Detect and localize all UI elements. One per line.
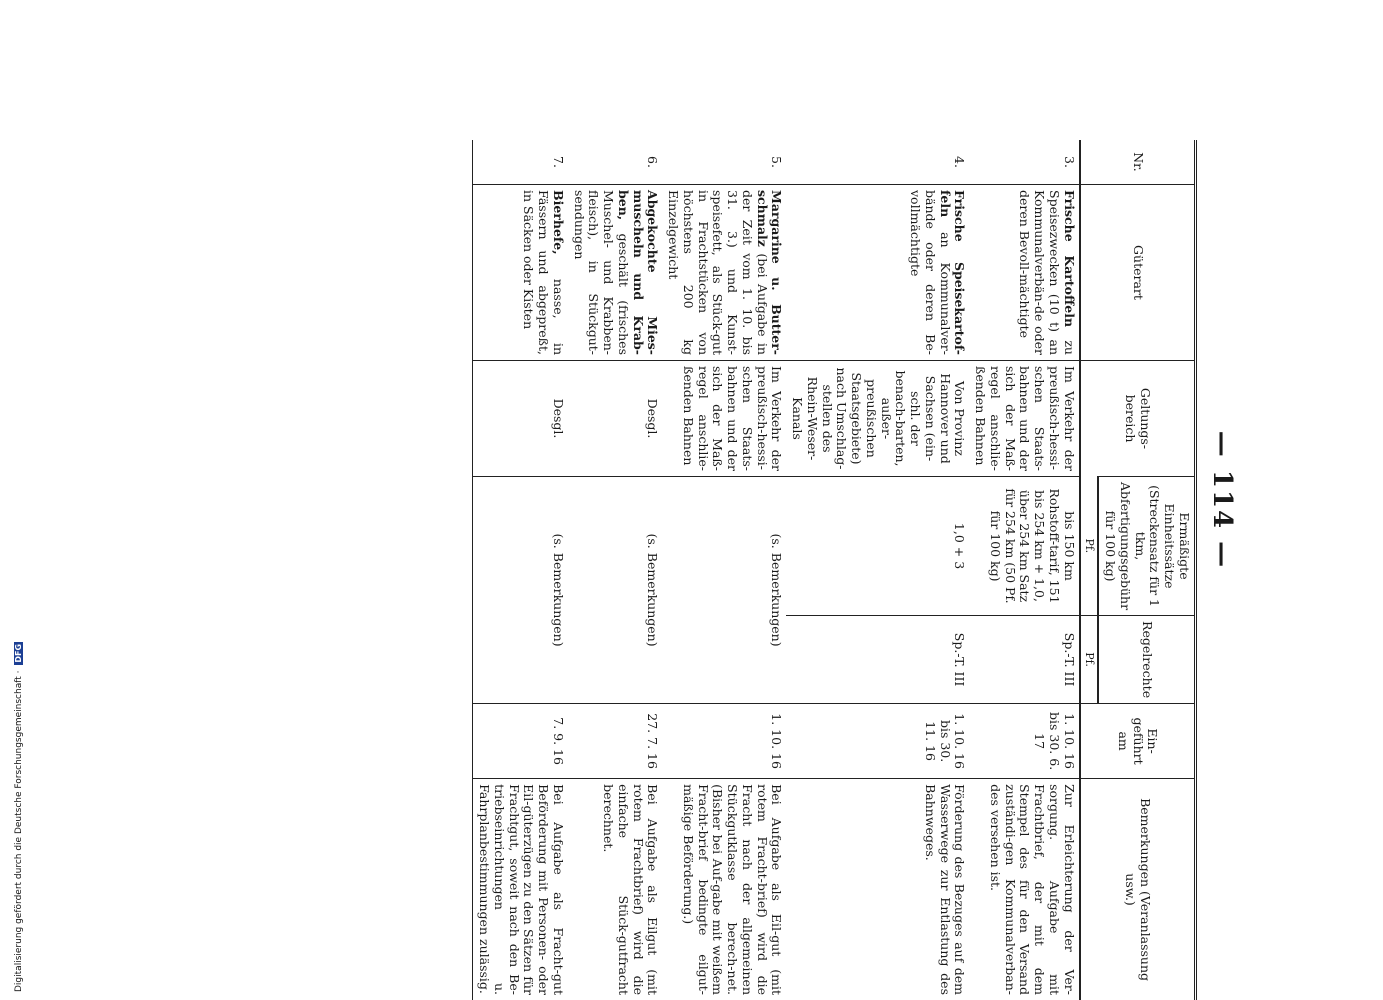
table-row [568,140,663,1000]
row-geltungsbereich: Desgl. [473,361,568,477]
row-gueterart [473,185,568,361]
row-bemerkungen: Bei Aufgabe als Eil-gut (mit rotem Fracht-brief) wird die Fracht nach der allgemeinen Stückgutklasse berech-net. (Bisher bei Auf-gabe mit weißem Fracht-brief bedingte eilgut-mäßige Beförderung.) [662,779,786,1000]
row-geltungsbereich: Im Verkehr der preußisch-hessi-schen Staats-bahnen und der sich der Maß-regel anschlie-ßenden Bahnen [662,361,786,477]
gueterart-bold: Abgekochte Mies-muscheln und Krab-ben, [615,190,661,355]
row-eingefuehrt: 7. 9. 16 [473,704,568,779]
row-gueterart [568,185,663,361]
gueterart-bold: Margarine u. Butter-schmalz [754,190,785,355]
row-ermaessigt: bis 150 km Rohstoff-tarif, 151 bis 254 km + 1,0, über 254 km Satz für 254 km (50 Pf. für 100 kg) [969,477,1079,616]
row-gueterart [969,185,1079,361]
page-number: — 114 — [1207,430,1237,570]
gueterart-bold: Frische Kartoffeln [1061,190,1077,328]
header-eingefuehrt: Ein-geführt am [1080,704,1196,779]
row-geltungsbereich: Von Provinz Hannover und Sachsen (ein-schl. der benach-barten, außer-preußischen Staatsgebiete) nach Umschlag-stellen des Rhein-Weser-Kanals [786,361,969,477]
row-nr: 4. [952,156,968,168]
row-bemerkungen: Bei Aufgabe als Fracht-gut Beförderung mit Personen- oder Eil-güterzügen zu den Sätzen für Frachtgut, soweit nach den Be-triebseinrichtungen u. Fahrplanbestimmungen zulässig. [473,779,568,1000]
row-bemerkungen: Zur Erleichterung der Ver-sorgung. Aufgabe mit Frachtbrief, der mit dem Stempel des für den Versand zuständi-gen Kommunalverban-des versehen ist. [969,779,1079,1000]
header-unit-pf: Pf. [1080,616,1099,704]
header-gueterart: Güterart [1080,185,1196,361]
row-bemerkungen: Bei Aufgabe als Eilgut (mit rotem Frachtbrief) wird die einfache Stück-gutfracht berechnet. [568,779,663,1000]
digitization-credit: Digitalisierung gefördert durch die Deutsche Forschungsgemeinschaft · DFG [14,643,24,992]
row-eingefuehrt: 27. 7. 16 [568,704,663,779]
table-row [969,140,1079,1000]
row-ermaessigt: (s. Bemerkungen) [662,477,786,704]
credit-text: Digitalisierung gefördert durch die Deutsche Forschungsgemeinschaft [14,676,24,992]
row-nr: 6. [645,156,661,168]
header-regelrechte: Regelrechte [1099,616,1196,704]
tariff-table [472,140,1197,1000]
dfg-logo: DFG [14,643,23,663]
table-row [662,140,786,1000]
gueterart-bold: Bierhefe, [550,190,566,255]
row-eingefuehrt: 1. 10. 16 [662,704,786,779]
gueterart-rest: nasse, in Fässern und abgepreßt, in Säcken oder Kisten [521,190,566,355]
gueterart-rest: geschält (frisches Muschel- und Krabben-fleisch), in Stückgut-sendungen [571,190,631,355]
row-regelrecht: Sp.-T. III [969,616,1079,704]
table-row [473,140,568,1000]
row-gueterart [786,185,969,361]
row-regelrecht: Sp.-T. III [786,616,969,704]
gueterart-rest: an Kommunalver-bände oder deren Be-vollmächtigte [908,190,953,355]
row-ermaessigt: 1,0 + 3 [786,477,969,616]
table-row [786,140,969,1000]
gueterart-rest: (bei Aufgabe in der Zeit vom 1. 10. bis 31. 3.) und Kunst-speisefett, als Stück-gut in Frachtstücken von höchstens 200 kg Einzelgewicht [666,190,770,355]
row-nr: 3. [1061,156,1077,168]
row-eingefuehrt: 1. 10. 16 bis 30. 6. 17 [969,704,1079,779]
row-nr: 5. [769,156,785,168]
row-nr: 7. [473,140,568,185]
header-unit-pf: Pf. [1080,477,1099,616]
header-bemerkungen: Bemerkungen (Veranlassung usw.) [1080,779,1196,1000]
row-geltungsbereich: Im Verkehr der preußisch-hessi-schen Staats-bahnen und der sich der Maß-regel anschlie-ßenden Bahnen [969,361,1079,477]
header-nr: Nr. [1080,140,1196,185]
row-eingefuehrt: 1. 10. 16 bis 30. 11. 16 [786,704,969,779]
row-bemerkungen: Förderung des Bezuges auf dem Wasserwege zur Entlastung des Bahnweges. [786,779,969,1000]
gueterart-bold: Frische Speisekartof-feln [937,190,968,355]
header-geltungsbereich: Geltungs-bereich [1080,361,1196,477]
row-geltungsbereich: Desgl. [568,361,663,477]
row-ermaessigt: (s. Bemerkungen) [473,477,568,704]
header-ermaessigte: Ermäßigte Einheitssätze (Streckensatz für 1 tkm, Abfertigungsgebühr für 100 kg) [1099,477,1196,616]
gueterart-rest: zu Speisezwecken (10 t) an Kommunalverbän-de oder deren Bevoll-mächtigte [1017,190,1077,355]
row-gueterart [662,185,786,361]
row-ermaessigt: (s. Bemerkungen) [568,477,663,704]
